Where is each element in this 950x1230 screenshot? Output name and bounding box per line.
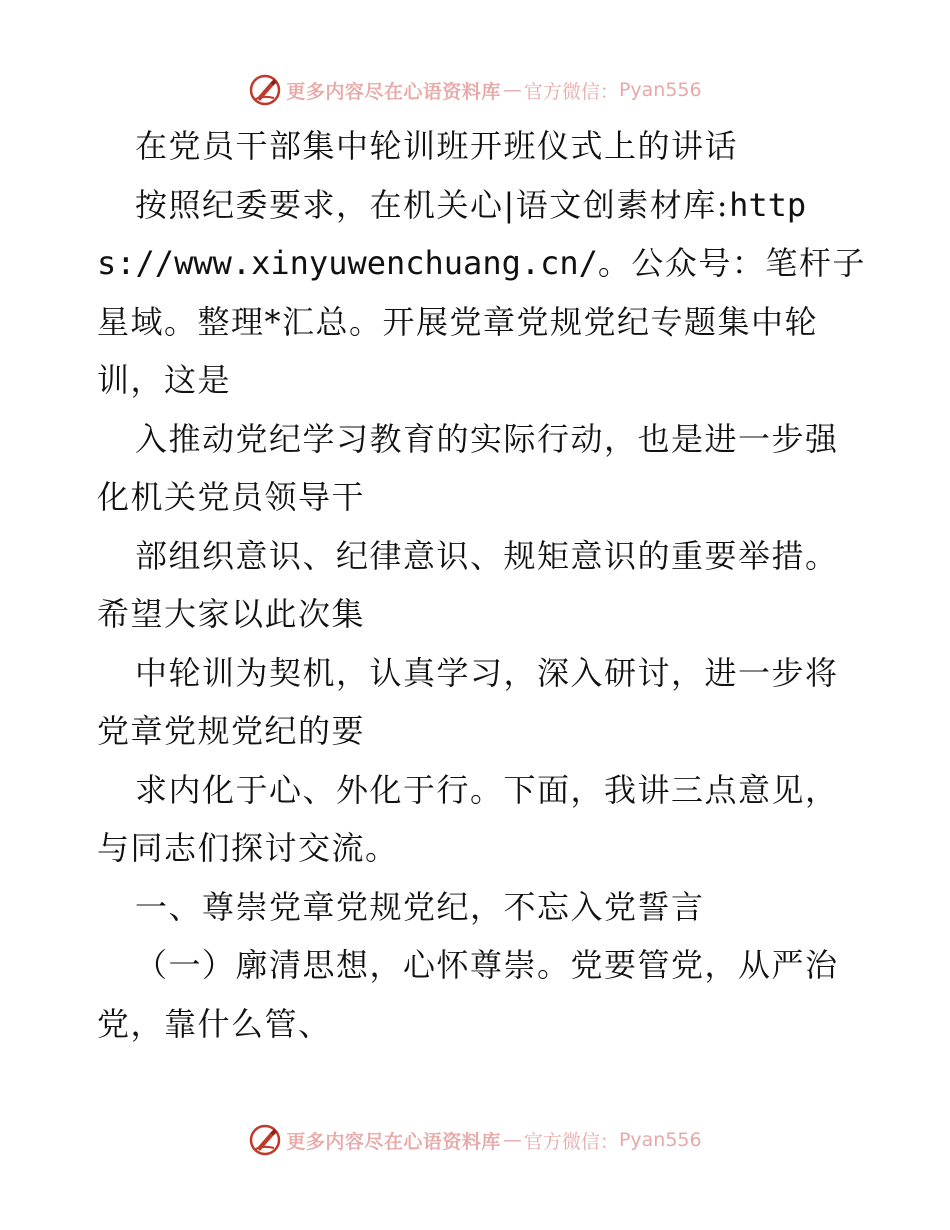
paragraph-1 — [97, 176, 867, 410]
banner-wechat-label: 官方微信： — [523, 1130, 619, 1153]
pen-logo-icon — [248, 73, 282, 107]
paragraph-4: 中轮训为契机，认真学习，深入研讨，进一步将党章党规党纪的要 — [97, 653, 839, 750]
paragraph-5: 求内化于心、外化于行。下面，我讲三点意见，与同志们探讨交流。 — [97, 770, 839, 867]
document-title: 在党员干部集中轮训班开班仪式上的讲话 — [135, 127, 739, 165]
source-url-text: https://www.xinyuwenchuang.cn/ — [97, 185, 807, 282]
paragraph-1-post: 。公众号：笔杆子星域。整理*汇总。开展党章党规党纪专题集中轮训，这是 — [97, 244, 866, 399]
pen-logo-icon — [248, 1123, 282, 1157]
document-body — [97, 117, 867, 1053]
footer-banner — [0, 1120, 950, 1160]
subsection-1: （一）廓清思想，心怀尊崇。党要管党，从严治党，靠什么管、 — [97, 946, 839, 1043]
banner-text: 更多内容尽在心语资料库 — [286, 1130, 501, 1153]
paragraph-1-pre: 按照纪委要求，在机关心|语文创素材库: — [135, 185, 730, 224]
paragraph-2: 入推动党纪学习教育的实际行动，也是进一步强化机关党员领导干 — [97, 419, 839, 516]
paragraph-3: 部组织意识、纪律意识、规矩意识的重要举措。希望大家以此次集 — [97, 536, 839, 633]
header-banner — [0, 70, 950, 110]
section-heading-1: 一、尊崇党章党规党纪，不忘入党誓言 — [135, 887, 705, 926]
banner-dash: — — [502, 79, 522, 101]
banner-text: 更多内容尽在心语资料库 — [286, 80, 501, 103]
banner-wechat-label: 官方微信： — [523, 80, 619, 103]
banner-dash: — — [502, 1129, 522, 1151]
banner-wechat-id: Pyan556 — [618, 1129, 702, 1151]
banner-wechat-id: Pyan556 — [618, 79, 702, 101]
